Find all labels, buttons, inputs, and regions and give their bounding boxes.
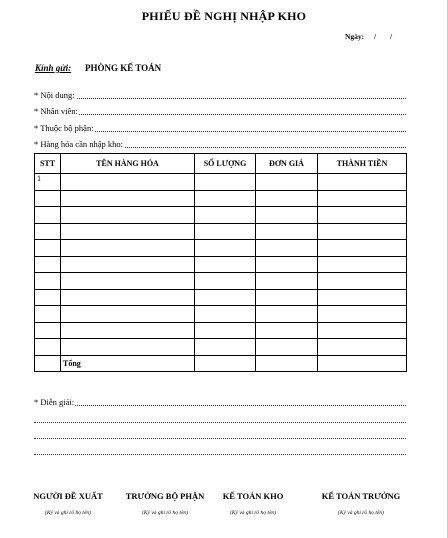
table-cell[interactable]	[195, 174, 256, 191]
table-cell[interactable]	[318, 289, 407, 306]
table-cell[interactable]	[61, 273, 195, 290]
signature-title: KẾ TOÁN KHO	[222, 491, 284, 501]
table-cell[interactable]	[318, 240, 407, 257]
table-cell[interactable]	[61, 289, 195, 306]
recipient-label: Kính gửi:	[35, 63, 72, 73]
dotted-line[interactable]	[34, 454, 406, 455]
table-header-row	[35, 154, 407, 174]
employee-label: * Nhân viên:	[34, 106, 78, 116]
table-cell[interactable]	[35, 339, 61, 356]
table-cell[interactable]	[195, 339, 256, 356]
table-cell[interactable]	[61, 174, 195, 191]
department-label: * Thuộc bộ phận:	[34, 123, 94, 133]
signature-chief-accountant	[306, 491, 416, 516]
table-cell[interactable]	[195, 355, 256, 372]
table-cell[interactable]	[256, 223, 318, 240]
table-cell[interactable]	[256, 207, 318, 224]
table-cell[interactable]	[256, 240, 318, 257]
table-cell[interactable]	[256, 273, 318, 290]
table-row	[35, 207, 407, 224]
table-row	[35, 289, 407, 306]
table-row	[35, 306, 407, 323]
table-total-row	[35, 355, 407, 372]
recipient-value: PHÒNG KẾ TOÁN	[85, 63, 162, 73]
header-amount: THÀNH TIỀN	[318, 154, 407, 174]
table-cell[interactable]	[35, 240, 61, 257]
table-cell[interactable]: 1	[35, 174, 61, 191]
signature-title: NGƯỜI ĐỀ XUẤT	[33, 491, 103, 501]
dotted-line	[34, 114, 406, 115]
table-cell[interactable]	[61, 306, 195, 323]
table-cell[interactable]	[35, 207, 61, 224]
signature-warehouse-accountant	[198, 491, 308, 516]
form-title: PHIẾU ĐỀ NGHỊ NHẬP KHO	[141, 9, 307, 23]
table-cell[interactable]	[256, 174, 318, 191]
table-cell[interactable]	[318, 223, 407, 240]
table-row	[35, 190, 407, 207]
table-cell[interactable]	[318, 273, 407, 290]
table-cell[interactable]	[195, 240, 256, 257]
signature-note: (Ký và ghi rõ họ tên)	[338, 510, 384, 516]
table-cell[interactable]	[35, 223, 61, 240]
dotted-line	[34, 98, 406, 99]
table-row	[35, 223, 407, 240]
date-label: Ngày:	[345, 32, 365, 41]
signature-title: KẾ TOÁN TRƯỞNG	[321, 491, 401, 501]
table-cell[interactable]	[256, 339, 318, 356]
header-item-name: TÊN HÀNG HÓA	[61, 154, 195, 174]
table-cell[interactable]	[318, 306, 407, 323]
table-cell[interactable]	[35, 289, 61, 306]
table-cell[interactable]	[318, 256, 407, 273]
table-cell[interactable]	[35, 256, 61, 273]
total-label: Tổng	[61, 355, 195, 372]
table-cell[interactable]	[61, 240, 195, 257]
signature-note: (Ký và ghi rõ họ tên)	[142, 510, 188, 516]
employee-field[interactable]	[34, 105, 406, 117]
signature-note: (Ký và ghi rõ họ tên)	[45, 510, 91, 516]
table-cell[interactable]	[318, 207, 407, 224]
table-cell[interactable]	[35, 306, 61, 323]
table-cell[interactable]	[256, 322, 318, 339]
content-label: * Nội dung:	[34, 90, 75, 100]
signature-proposer	[13, 491, 123, 516]
table-cell[interactable]	[195, 256, 256, 273]
table-cell[interactable]	[35, 322, 61, 339]
table-cell	[35, 355, 61, 372]
recipient-line	[35, 63, 162, 73]
table-cell[interactable]	[195, 306, 256, 323]
date-separator: /	[390, 32, 393, 41]
header-unit-price: ĐƠN GIÁ	[256, 154, 318, 174]
table-cell[interactable]	[61, 207, 195, 224]
header-quantity: SỐ LƯỢNG	[195, 154, 256, 174]
table-cell[interactable]	[318, 322, 407, 339]
dotted-line[interactable]	[34, 422, 406, 423]
table-cell[interactable]	[195, 190, 256, 207]
table-cell[interactable]	[318, 355, 407, 372]
table-cell[interactable]	[318, 339, 407, 356]
table-cell[interactable]	[35, 273, 61, 290]
table-row	[35, 256, 407, 273]
table-cell[interactable]	[61, 339, 195, 356]
dotted-line	[34, 405, 406, 406]
table-row	[35, 322, 407, 339]
signature-title: TRƯỞNG BỘ PHẬN	[125, 491, 205, 501]
table-row	[35, 240, 407, 257]
explanation-field[interactable]	[34, 396, 406, 408]
table-cell[interactable]	[256, 190, 318, 207]
signature-note: (Ký và ghi rõ họ tên)	[230, 510, 276, 516]
table-cell[interactable]	[61, 223, 195, 240]
table-row	[35, 339, 407, 356]
table-cell[interactable]	[195, 207, 256, 224]
table-cell[interactable]	[256, 289, 318, 306]
goods-table	[34, 153, 407, 372]
goods-field[interactable]	[34, 138, 406, 150]
table-cell[interactable]	[256, 306, 318, 323]
table-cell[interactable]	[195, 322, 256, 339]
table-cell[interactable]	[256, 355, 318, 372]
table-cell[interactable]	[318, 174, 407, 191]
table-cell[interactable]	[195, 289, 256, 306]
goods-label: * Hàng hóa cần nhập kho:	[34, 139, 123, 149]
table-cell[interactable]	[35, 190, 61, 207]
department-field[interactable]	[34, 122, 406, 134]
table-cell[interactable]	[61, 190, 195, 207]
header-stt: STT	[35, 154, 61, 174]
dotted-line[interactable]	[34, 438, 406, 439]
table-cell[interactable]	[195, 273, 256, 290]
table-cell[interactable]	[318, 190, 407, 207]
date-field	[345, 32, 393, 41]
table-body	[35, 174, 407, 372]
table-cell[interactable]	[61, 322, 195, 339]
date-separator: /	[374, 32, 377, 41]
table-row	[35, 273, 407, 290]
table-cell[interactable]	[195, 223, 256, 240]
content-field[interactable]	[34, 89, 406, 101]
table-cell[interactable]	[61, 256, 195, 273]
explanation-label: * Diễn giải:	[34, 397, 75, 407]
table-row	[35, 174, 407, 191]
table-cell[interactable]	[256, 256, 318, 273]
